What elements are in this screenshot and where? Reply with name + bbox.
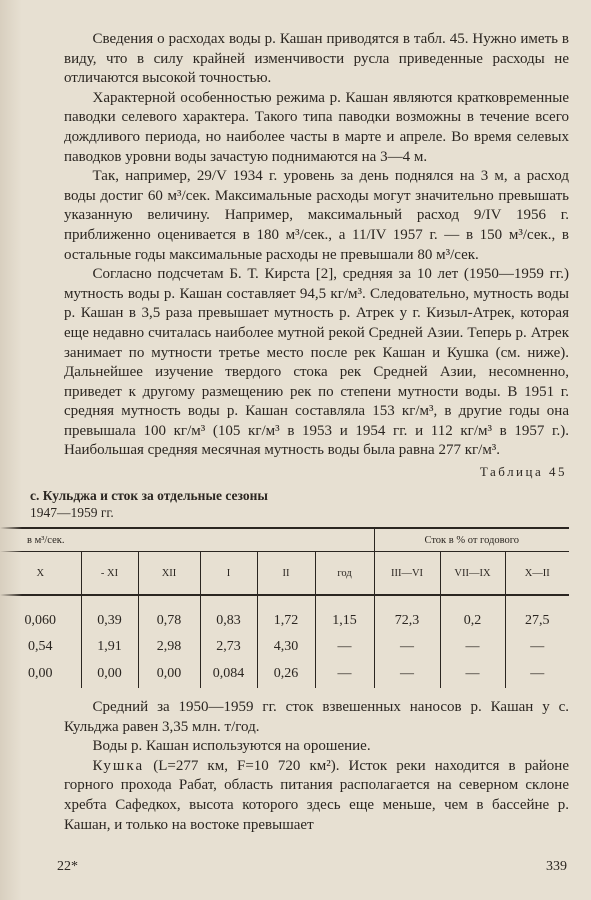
table-cell: —: [440, 634, 505, 660]
table-cell: 1,72: [257, 608, 315, 634]
table-cell: —: [440, 660, 505, 688]
table-cell: 0,00: [138, 660, 200, 688]
table-cell: 4,30: [257, 634, 315, 660]
table-cell: 27,5: [505, 608, 569, 634]
paragraph: Воды р. Кашан используются на орошение.: [92, 738, 371, 755]
paragraph: Характерной особенностью режима р. Кашан являются кратковременные паводки селевого характера. Такого типа паводки возможны в течение всего дождливого периода, но наиболее часты в марте и апреле. Во время селевых паводков уровни воды зачастую поднимаются на 3—4 м.: [64, 89, 569, 165]
table-cell: —: [505, 660, 569, 688]
table-row: [0, 608, 569, 634]
table-cell: 2,73: [200, 634, 257, 660]
table-cell: 0,2: [440, 608, 505, 634]
table-cell: —: [374, 660, 440, 688]
table-row: [0, 660, 569, 688]
table-cell: 0,78: [138, 608, 200, 634]
column-header: X: [0, 552, 81, 596]
table-subtitle: 1947—1959 гг.: [30, 505, 114, 521]
table-container: [0, 527, 591, 688]
column-header: год: [315, 552, 374, 596]
table-cell: 0,060: [24, 613, 56, 629]
table-header-top: [0, 528, 569, 552]
table-column-headers: [0, 552, 569, 596]
table-spacer: [0, 595, 569, 608]
river-name: Кушка: [92, 757, 145, 774]
column-header: - XI: [81, 552, 138, 596]
page-number: 339: [546, 859, 567, 874]
kushka-paragraph: [64, 757, 569, 835]
table-cell: 0,39: [81, 608, 138, 634]
signature-mark: 22*: [57, 859, 78, 874]
paragraph: Так, например, 29/V 1934 г. уровень за день поднялся на 3 м, а расход воды достиг 60 м³/сек. Максимальные расходы могут значительно превышать указанную величину. Например, максимальный расход 9/IV 1956 г. приближенно оценивается в 180 м³/сек., а 11/IV 1957 г. — в 150 м³/сек., в остальные годы максимальные расходы не превышали 80 м³/сек.: [64, 168, 569, 263]
paragraph: Согласно подсчетам Б. Т. Кирста [2], средняя за 10 лет (1950—1959 гг.) мутность воды р. Кашан составляет 94,5 кг/м³. Следовательно, мутность воды р. Кашан в 3,5 раза превышает мутность р. Атрек у г. Кизыл-Атрек, которая еще недавно считалась наиболее мутной рекой Средней Азии. Теперь р. Атрек занимает по мутности третье место после рек Кашан и Кушка (см. ниже). Дальнейшее изучение твердого стока рек Средней Азии, несомненно, приведет к другому размещению рек по степени мутности воды. В 1951 г. средняя мутность воды р. Кашан составляла 153 кг/м³, в другие годы она превышала 100 кг/м³ (105 кг/м³ в 1953 и 1954 гг. и 112 кг/м³ в 1957 г.). Наибольшая средняя месячная мутность воды была равна 277 кг/м³.: [64, 266, 569, 459]
discharge-table: [0, 527, 569, 688]
table-cell: 2,98: [138, 634, 200, 660]
column-header: XII: [138, 552, 200, 596]
column-header: X—II: [505, 552, 569, 596]
unit-label: в м³/сек.: [0, 528, 374, 552]
table-cell: 1,91: [81, 634, 138, 660]
paragraph: Сведения о расходах воды р. Кашан приводятся в табл. 45. Нужно иметь в виду, что в силу крайней изменчивости русла приведенные расходы не отличаются высокой точностью.: [64, 31, 569, 87]
table-cell: 0,00: [81, 660, 138, 688]
table-cell: 0,54: [28, 639, 53, 655]
column-header: VII—IX: [440, 552, 505, 596]
table-cell: —: [315, 634, 374, 660]
paragraph: Средний за 1950—1959 гг. сток взвешенных наносов р. Кашан у с. Кульджа равен 3,35 млн. т/год.: [64, 699, 569, 735]
table-cell: 72,3: [374, 608, 440, 634]
table-title: с. Кульджа и сток за отдельные сезоны: [30, 488, 268, 504]
table-cell: 0,084: [200, 660, 257, 688]
table-cell: 0,26: [257, 660, 315, 688]
table-cell: —: [505, 634, 569, 660]
column-header: II: [257, 552, 315, 596]
table-caption: Таблица 45: [479, 464, 567, 480]
text-before-table: [64, 30, 569, 461]
column-header: III—VI: [374, 552, 440, 596]
table-cell: 0,00: [28, 666, 53, 682]
column-header: I: [200, 552, 257, 596]
table-cell: —: [374, 634, 440, 660]
share-header: Сток в % от годового: [374, 528, 569, 552]
table-row: [0, 634, 569, 660]
table-cell: 1,15: [315, 608, 374, 634]
table-cell: 0,83: [200, 608, 257, 634]
table-cell: —: [315, 660, 374, 688]
page-footer: [55, 859, 567, 875]
text-after-table: [64, 698, 569, 835]
kushka-text: (L=277 км, F=10 720 км²). Исток реки находится в районе горного прохода Рабат, область питания располагается на северном склоне хребта Сафедкох, высота которого здесь еще меньше, чем в бассейне р. Кашан, и только на востоке превышает: [64, 757, 569, 833]
